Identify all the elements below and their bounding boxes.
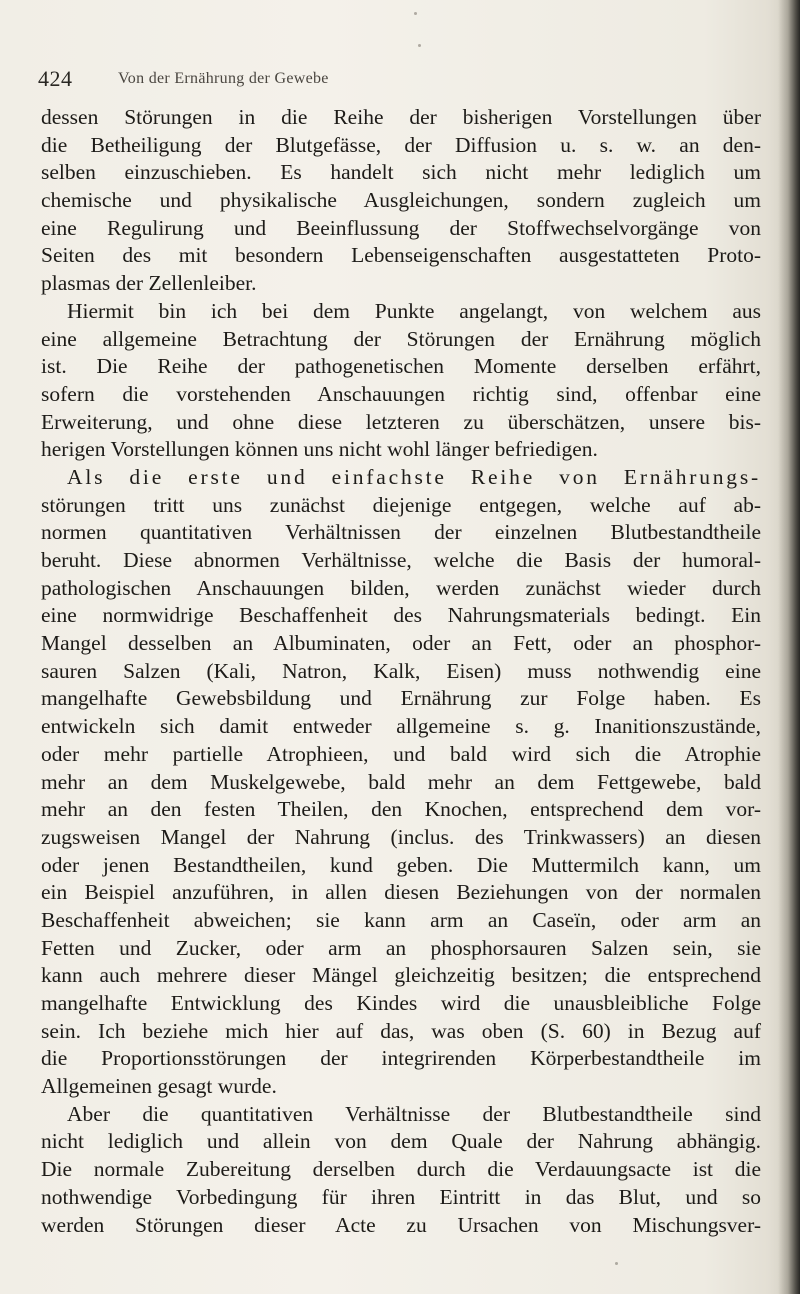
text-line: Mangel desselben an Albuminaten, oder an Fett, oder an phosphor- [41,631,761,656]
text-line: nicht lediglich und allein von dem Quale der Nahrung abhängig. [41,1129,761,1154]
text-line: eine allgemeine Betrachtung der Störungen der Ernährung möglich [41,326,761,351]
text-line: Seiten des mit besondern Lebenseigenschaften ausgestatteten Proto- [41,243,761,268]
text-line: normen quantitativen Verhältnissen der einzelnen Blutbestandtheile [41,520,761,545]
text-line: nothwendige Vorbedingung für ihren Eintritt in das Blut, und so [41,1184,761,1209]
text-line: plasmas der Zellenleiber. [41,271,257,296]
page-edge-shadow [778,0,800,1294]
page-header [38,66,738,96]
text-line: eine normwidrige Beschaffenheit des Nahrungsmaterials bedingt. Ein [41,603,761,628]
text-line: werden Störungen dieser Acte zu Ursachen von Mischungsver- [41,1212,761,1237]
text-line: Beschaffenheit abweichen; sie kann arm an Caseïn, oder arm an [41,907,761,932]
running-head: Von der Ernährung der Gewebe [118,70,329,87]
text-line: mangelhafte Entwicklung des Kindes wird die unausbleibliche Folge [41,991,761,1015]
text-line: pathologischen Anschauungen bilden, werden zunächst wieder durch [41,575,761,600]
text-line: zugsweisen Mangel der Nahrung (inclus. des Trinkwassers) an diesen [41,824,761,849]
text-line: sofern die vorstehenden Anschauungen richtig sind, offenbar eine [41,381,761,406]
text-line: sein. Ich beziehe mich hier auf das, was oben (S. 60) in Bezug auf [41,1018,761,1043]
text-line: oder mehr partielle Atrophieen, und bald wird sich die Atrophie [41,741,761,766]
text-line: mangelhafte Gewebsbildung und Ernährung zur Folge haben. Es [41,686,761,711]
text-line: dessen Störungen in die Reihe der bisherigen Vorstellungen über [41,105,761,129]
text-line: beruht. Diese abnormen Verhältnisse, welche die Basis der humoral- [41,548,761,572]
paper-speck [418,44,421,47]
text-line: mehr an dem Muskelgewebe, bald mehr an dem Fettgewebe, bald [41,769,761,794]
text-line: Die normale Zubereitung derselben durch die Verdauungsacte ist die [41,1157,761,1182]
text-line: Fetten und Zucker, oder arm an phosphorsauren Salzen sein, sie [41,935,761,960]
body-text [41,104,761,1239]
text-line: die Betheiligung der Blutgefässe, der Diffusion u. s. w. an den- [41,132,761,157]
text-line: ist. Die Reihe der pathogenetischen Momente derselben erfährt, [41,354,761,379]
text-line: Allgemeinen gesagt wurde. [41,1074,277,1099]
text-line: störungen tritt uns zunächst diejenige entgegen, welche auf ab- [41,492,761,517]
text-line: herigen Vorstellungen können uns nicht wohl länger befriedigen. [41,437,598,462]
text-line: chemische und physikalische Ausgleichungen, sondern zugleich um [41,188,761,213]
text-line: Als die erste und einfachste Reihe von Ernährungs- [67,464,761,489]
paper-speck [414,12,417,15]
text-line: entwickeln sich damit entweder allgemeine s. g. Inanitionszustände, [41,714,761,739]
text-line: oder jenen Bestandtheilen, kund geben. Die Muttermilch kann, um [41,852,761,877]
text-line: kann auch mehrere dieser Mängel gleichzeitig besitzen; die entsprechend [41,963,761,988]
text-line: die Proportionsstörungen der integrirenden Körperbestandtheile im [41,1046,761,1071]
text-line: Aber die quantitativen Verhältnisse der Blutbestandtheile sind [67,1101,761,1126]
page-number: 424 [38,66,73,91]
text-line: selben einzuschieben. Es handelt sich nicht mehr lediglich um [41,160,761,185]
text-line: eine Regulirung und Beeinflussung der Stoffwechselvorgänge von [41,215,761,240]
text-line: sauren Salzen (Kali, Natron, Kalk, Eisen) muss nothwendig eine [41,658,761,683]
paper-speck [615,1262,618,1265]
text-line: ein Beispiel anzuführen, in allen diesen Beziehungen von der normalen [41,880,761,905]
text-line: Erweiterung, und ohne diese letzteren zu überschätzen, unsere bis- [41,409,761,434]
text-line: Hiermit bin ich bei dem Punkte angelangt, von welchem aus [67,298,761,323]
text-line: mehr an den festen Theilen, den Knochen, entsprechend dem vor- [41,797,761,822]
